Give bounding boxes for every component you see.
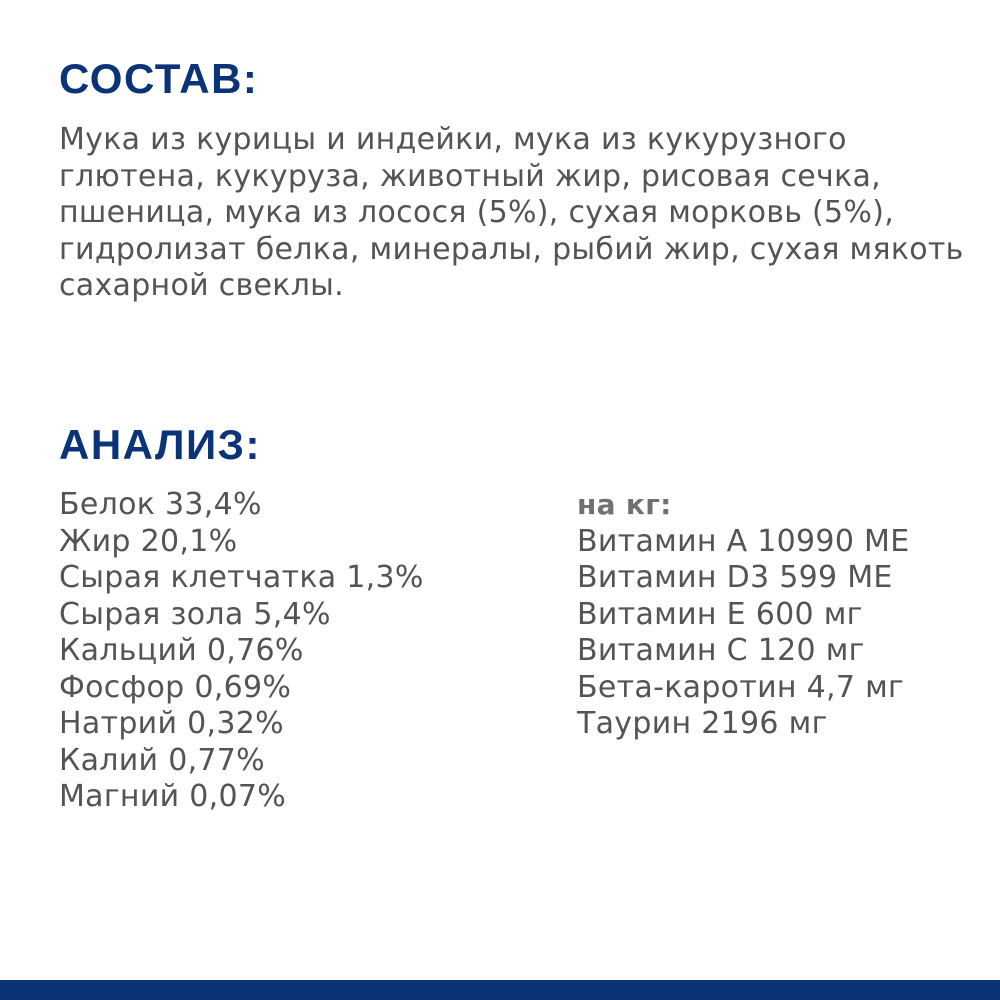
analysis-item-potassium: Калий 0,77% bbox=[59, 742, 265, 778]
analysis-item-magnesium: Магний 0,07% bbox=[59, 779, 287, 814]
analysis-list bbox=[59, 487, 424, 816]
analysis-item-protein: Белок 33,4% bbox=[59, 487, 262, 522]
vitamin-item-c: Витамин C 120 мг bbox=[577, 633, 865, 668]
analysis-item-fiber: Сырая клетчатка 1,3% bbox=[59, 560, 424, 595]
analysis-heading: АНАЛИЗ: bbox=[59, 421, 261, 468]
analysis-item-fat: Жир 20,1% bbox=[59, 523, 238, 559]
analysis-item-ash: Сырая зола 5,4% bbox=[59, 596, 331, 632]
vitamin-item-e: Витамин E 600 мг bbox=[577, 596, 863, 632]
analysis-item-calcium: Кальций 0,76% bbox=[59, 633, 304, 668]
vitamin-item-d3: Витамин D3 599 МЕ bbox=[577, 560, 893, 595]
vitamins-list bbox=[577, 487, 910, 743]
analysis-item-phosphorus: Фосфор 0,69% bbox=[59, 669, 292, 705]
vitamin-item-taurine: Таурин 2196 мг bbox=[577, 706, 828, 741]
vitamin-item-beta-carotene: Бета-каротин 4,7 мг bbox=[577, 669, 905, 705]
composition-text: Мука из курицы и индейки, мука из кукурузного глютена, кукуруза, животный жир, рисовая сечка, пшеница, мука из лосося (5%), сухая морковь (5%), гидролизат белка, минералы, рыбий жир, сухая мякоть сахарной свеклы. bbox=[59, 122, 964, 303]
analysis-item-sodium: Натрий 0,32% bbox=[59, 706, 284, 741]
per-kg-label: на кг: bbox=[577, 488, 672, 521]
footer-bar bbox=[0, 980, 1000, 1000]
vitamin-item-a: Витамин A 10990 МЕ bbox=[577, 523, 910, 559]
composition-heading: СОСТАВ: bbox=[59, 55, 259, 102]
